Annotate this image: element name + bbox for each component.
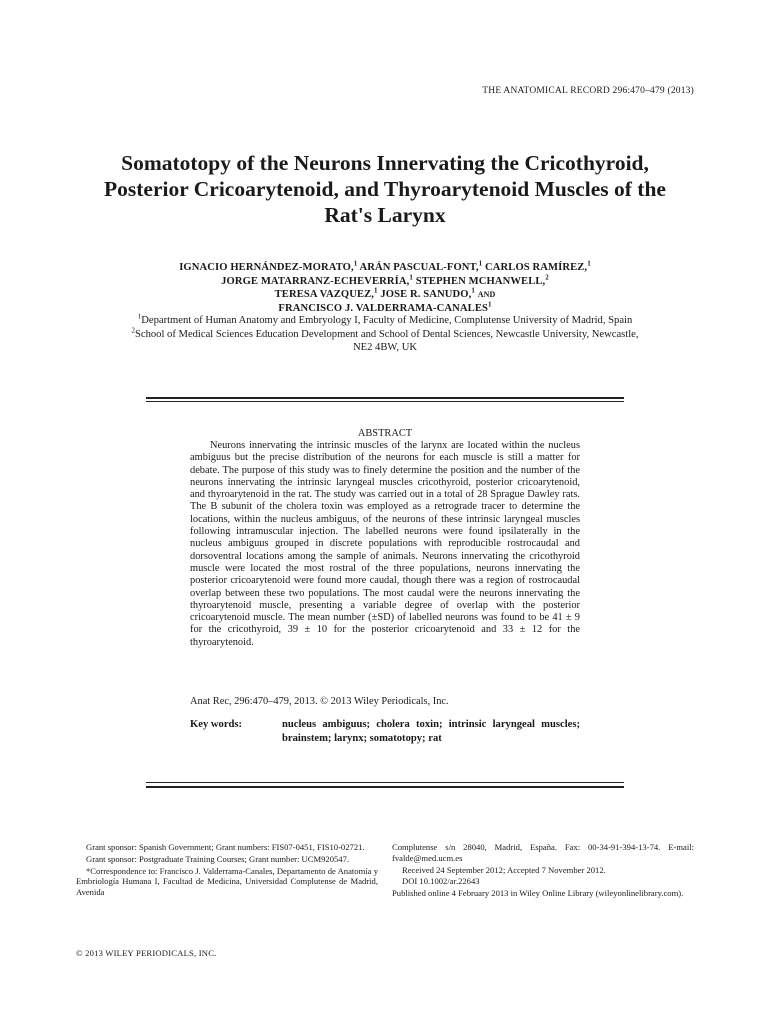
affiliation-marker: 1: [353, 259, 358, 268]
bottom-rule-lower: [146, 786, 624, 788]
running-head: THE ANATOMICAL RECORD 296:470–479 (2013): [482, 86, 694, 96]
author-name: FRANCISCO J. VALDERRAMA-CANALES: [278, 302, 488, 314]
author-name: JORGE MATARRANZ-ECHEVERRÍA,: [221, 275, 410, 287]
keywords: [190, 718, 580, 745]
footnote-correspondence-cont: Complutense s/n 28040, Madrid, España. Fax: 00-34-91-394-13-74. E-mail: fvalde@med.ucm.es: [392, 842, 694, 863]
top-rule-lower: [146, 401, 624, 402]
affiliation-marker: 1: [137, 312, 142, 321]
author-name: STEPHEN MCHANWELL,: [415, 275, 546, 287]
footnotes-left: [76, 842, 378, 899]
author-list: [120, 261, 650, 315]
affiliation-marker: 1: [374, 286, 378, 295]
affiliation: [130, 314, 640, 328]
affiliation-marker: 2: [131, 325, 135, 334]
keywords-list: nucleus ambiguus; cholera toxin; intrinsic laryngeal muscles; brainstem; larynx; somatotopy; rat: [282, 719, 580, 744]
affiliation-marker: 2: [545, 272, 549, 281]
abstract-heading: ABSTRACT: [357, 428, 413, 439]
article-title: Somatotopy of the Neurons Innervating the Cricothyroid, Posterior Cricoarytenoid, and Thyroarytenoid Muscles of the Rat's Larynx: [104, 151, 666, 227]
bottom-rule-upper: [146, 782, 624, 783]
abstract-citation: Anat Rec, 296:470–479, 2013. © 2013 Wiley Periodicals, Inc.: [190, 696, 449, 707]
affiliation-marker: 1: [587, 259, 591, 268]
author-name: CARLOS RAMÍREZ,: [485, 262, 588, 273]
affiliation-text: Department of Human Anatomy and Embryology I, Faculty of Medicine, Complutense University of Madrid, Spain: [141, 315, 633, 326]
author-name: IGNACIO HERNÁNDEZ-MORATO,: [179, 262, 354, 273]
author-conjunction: AND: [477, 290, 496, 299]
copyright: © 2013 WILEY PERIODICALS, INC.: [76, 948, 217, 958]
affiliation: [130, 325, 640, 355]
affiliation-marker: 1: [478, 259, 483, 268]
affiliation-marker: 1: [471, 286, 475, 295]
affiliations: [130, 314, 640, 355]
footnote-received: Received 24 September 2012; Accepted 7 November 2012.: [402, 864, 606, 875]
affiliation-marker: 1: [409, 272, 413, 281]
author-name: JOSE R. SANUDO,: [380, 289, 472, 300]
footnote-grant: Grant sponsor: Postgraduate Training Courses; Grant number: UCM920547.: [86, 853, 350, 864]
footnotes-right: [392, 842, 694, 900]
affiliation-marker: 1: [488, 299, 492, 308]
footnote-correspondence: *Correspondence to: Francisco J. Valderrama-Canales, Departamento de Anatomía y Embriología Humana I, Facultad de Medicina, Universidad Complutense de Madrid, Avenida: [76, 865, 378, 898]
footnote-grant: Grant sponsor: Spanish Government; Grant numbers: FIS07-0451, FIS10-02721.: [86, 842, 365, 852]
abstract-body: Neurons innervating the intrinsic muscles of the larynx are located within the nucleus ambiguus but the precise distribution of the neurons for each muscle is still a matter for debate. The purpose of this study was to finely determine the position and the number of the neurons innervating the intrinsic laryngeal muscles cricothyroid, posterior cricoarytenoid, and thyroarytenoid in the rat. The study was carried out in a total of 28 Sprague Dawley rats. The B subunit of the cholera toxin was employed as a retrograde tracer to determine the locations, within the nucleus ambiguus, of the neurons of these intrinsic laryngeal muscles following intramuscular injection. The labelled neurons were found ipsilaterally in the nucleus ambiguus grouped in discrete populations with reproducible rostrocaudal and dorsoventral locations among the sample of animals. Neurons innervating the cricothyroid muscle were located the most rostral of the three populations, neurons innervating the posterior cricoarytenoid were found more caudal, though there was a region of rostrocaudal overlap between these two populations. The most caudal were the neurons innervating the thyroarytenoid muscle, presenting a variable degree of overlap with the posterior cricoarytenoid muscle. The mean number (±SD) of labelled neurons was found to be 41 ± 9 for the cricothyroid, 39 ± 10 for the posterior cricoarytenoid and 33 ± 12 for the thyroarytenoid.: [190, 440, 580, 648]
author-name: TERESA VAZQUEZ,: [274, 289, 375, 300]
keywords-label: Key words:: [190, 719, 243, 730]
footnote-doi: DOI 10.1002/ar.22643: [402, 876, 480, 887]
footnote-published: Published online 4 February 2013 in Wiley Online Library (wileyonlinelibrary.com).: [392, 888, 684, 899]
author-name: ARÁN PASCUAL-FONT,: [359, 262, 479, 273]
affiliation-text: School of Medical Sciences Education Development and School of Dental Sciences, Newcastle University, Newcastle, NE2 4BW, UK: [134, 328, 639, 353]
top-rule-upper: [146, 397, 624, 399]
